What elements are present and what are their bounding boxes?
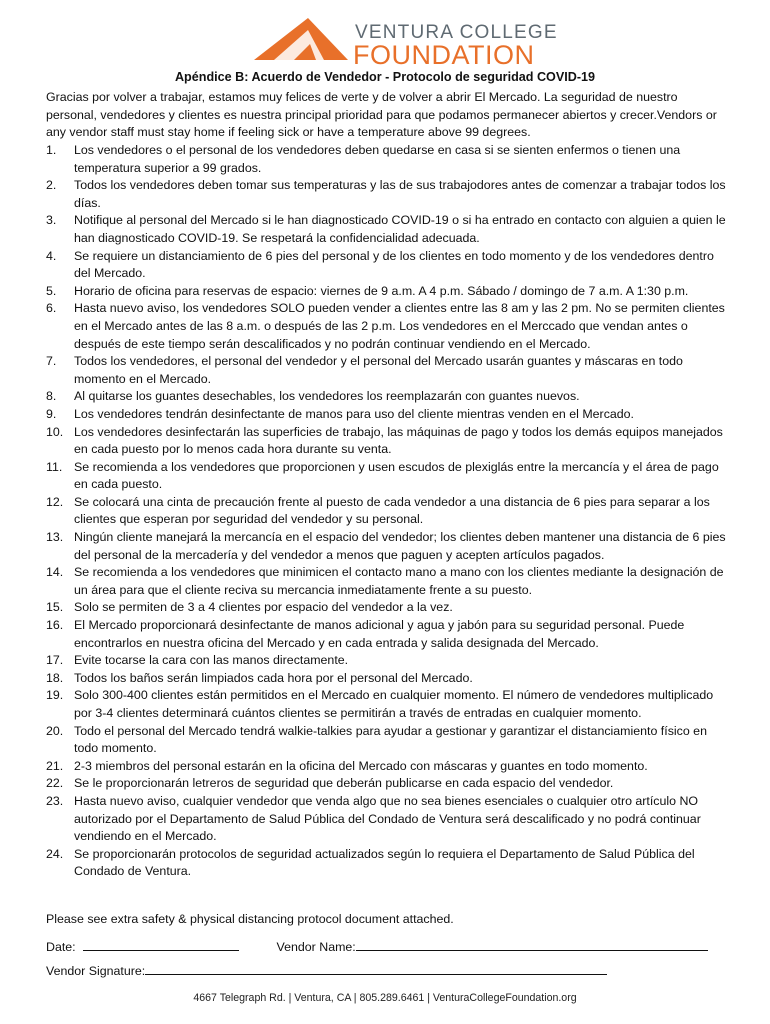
item-number: 16.: [46, 618, 64, 633]
item-text: Se recomienda a los vendedores que minimicen el contacto mano a mano con los clientes mediante la designación de un área para que el cliente reciva su mercancia inmediatamente frente a su puesto.: [74, 565, 724, 597]
vendor-name-label: Vendor Name:: [276, 940, 356, 954]
item-text: Los vendedores o el personal de los vendedores deben quedarse en casa si se sienten enfermos o tienen una temperatura superior a 99 grados.: [74, 143, 681, 175]
list-item: [46, 300, 726, 353]
item-text: Todo el personal del Mercado tendrá walkie-talkies para ayudar a gestionar y garantizar el distanciamiento físico en todo momento.: [74, 723, 707, 756]
item-text: Todos los baños serán limpiados cada hora por el personal del Mercado.: [74, 670, 473, 685]
item-number: 4.: [46, 248, 57, 263]
item-number: 5.: [46, 283, 57, 298]
document-title: Apéndice B: Acuerdo de Vendedor - Protocolo de seguridad COVID-19: [174, 70, 596, 84]
item-number: 23.: [46, 793, 64, 808]
list-item: [46, 424, 726, 459]
item-number: 7.: [46, 354, 57, 369]
item-text: Se requiere un distanciamiento de 6 pies del personal y de los clientes en todo momento y de los vendedores dentro del Mercado.: [74, 248, 714, 281]
foundation-logo: [250, 16, 558, 70]
item-text: Hasta nuevo aviso, los vendedores SOLO pueden vender a clientes entre las 8 am y las 2 pm. No se permiten clientes en el Mercado antes de las 8 a.m. o después de las 2 p.m. Los vendedores en el Merccado que vendan antes o después de este tiempo serán descalificados y no podrán continuar vendiendo en el Mercado.: [74, 301, 725, 351]
list-item: [46, 793, 726, 846]
item-text: El Mercado proporcionará desinfectante de manos adicional y agua y jabón para su seguridad personal. Puede encontrarlos en nuestra oficina del Mercado y en cada entrada y salida designada del Mercado.: [74, 618, 685, 650]
list-item: [46, 617, 726, 652]
item-number: 6.: [46, 301, 57, 316]
list-item: [46, 388, 726, 406]
list-item: [46, 775, 726, 793]
item-number: 18.: [46, 670, 64, 685]
list-item: [46, 459, 726, 494]
item-text: Todos los vendedores, el personal del vendedor y el personal del Mercado usarán guantes y máscaras en todo momento en el Mercado.: [74, 354, 683, 386]
date-label: Date:: [46, 940, 76, 954]
footer-contact: 4667 Telegraph Rd. | Ventura, CA | 805.289.6461 | VenturaCollegeFoundation.org: [193, 992, 577, 1004]
item-text: Todos los vendedores deben tomar sus temperaturas y las de sus trabajodores antes de comenzar a trabajar todos los días.: [74, 178, 726, 210]
vendor-signature-field[interactable]: [145, 962, 607, 975]
item-number: 24.: [46, 846, 64, 861]
list-item: [46, 406, 726, 424]
list-item: [46, 529, 726, 564]
list-item: [46, 494, 726, 529]
item-number: 2.: [46, 178, 57, 193]
item-number: 14.: [46, 565, 64, 580]
item-number: 3.: [46, 213, 57, 228]
item-number: 9.: [46, 406, 57, 421]
attachment-note: Please see extra safety & physical distancing protocol document attached.: [46, 912, 454, 926]
item-number: 20.: [46, 723, 64, 738]
list-item: [46, 212, 726, 247]
list-item: [46, 687, 726, 722]
item-text: Solo 300-400 clientes están permitidos en el Mercado en cualquier momento. El número de vendedores multiplicado por 3-4 clientes determinará cuántos clientes se permitirán a través de entradas en cualquier momento.: [74, 688, 714, 720]
date-vendor-row: [46, 938, 708, 954]
list-item: [46, 670, 726, 688]
item-number: 19.: [46, 688, 64, 703]
item-number: 11.: [46, 459, 63, 474]
list-item: [46, 758, 726, 776]
item-text: Los vendedores desinfectarán las superficies de trabajo, las máquinas de pago y todos los demás equipos manejados en cada puesto por lo menos cada hora durante su venta.: [74, 424, 723, 457]
list-item: [46, 353, 726, 388]
signature-row: [46, 962, 607, 978]
vendor-signature-label: Vendor Signature:: [46, 964, 146, 978]
item-text: Solo se permiten de 3 a 4 clientes por espacio del vendedor a la vez.: [74, 600, 453, 615]
item-text: Los vendedores tendrán desinfectante de manos para uso del cliente mientras venden en el Mercado.: [74, 406, 634, 421]
list-item: [46, 652, 726, 670]
logo-line1: VENTURA COLLEGE: [355, 22, 558, 43]
item-number: 1.: [46, 143, 57, 157]
item-text: Se colocará una cinta de precaución frente al puesto de cada vendedor a una distancia de 6 pies para separar a los clientes que esperan por seguridad del vendedor y su personal.: [74, 494, 710, 527]
item-number: 10.: [46, 424, 64, 439]
intro-paragraph: Gracias por volver a trabajar, estamos muy felices de verte y de volver a abrir El Mercado. La seguridad de nuestro personal, vendedores y clientes es nuestra principal prioridad para que podamos permanecer abiertos y crecer.Vendors or any vendor staff must stay home if feeling sick or have a temperature above 99 degrees.: [46, 90, 717, 140]
list-item: [46, 248, 726, 283]
list-item: [46, 846, 726, 881]
item-number: 15.: [46, 600, 64, 615]
list-item: [46, 599, 726, 617]
item-text: Se proporcionarán protocolos de seguridad actualizados según lo requiera el Departamento de Salud Pública del Condado de Ventura.: [74, 846, 695, 879]
list-item: [46, 142, 726, 177]
item-number: 12.: [46, 494, 64, 509]
item-text: Notifique al personal del Mercado si le han diagnosticado COVID-19 o si ha entrado en contacto con alguien a quien le han diagnosticado COVID-19. Se respetará la confidencialidad adecuada.: [74, 213, 726, 245]
vendor-name-field[interactable]: [356, 938, 708, 951]
item-text: Se le proporcionarán letreros de seguridad que deberán publicarse en cada espacio del vendedor.: [74, 776, 614, 791]
item-text: Hasta nuevo aviso, cualquier vendedor que venda algo que no sea bienes esenciales o cualquier otro artículo NO autorizado por el Departamento de Salud Pública del Condado de Ventura será descalificado y no podrá continuar vendiendo en el Mercado.: [74, 793, 701, 844]
logo-line2: FOUNDATION: [353, 40, 535, 70]
item-text: Se recomienda a los vendedores que proporcionen y usen escudos de plexiglás entre la mercancía y el área de pago en cada puesto.: [74, 459, 719, 492]
protocol-list: [46, 142, 726, 881]
list-item: [46, 564, 726, 599]
item-text: 2-3 miembros del personal estarán en la oficina del Mercado con máscaras y guantes en todo momento.: [74, 758, 648, 773]
item-number: 21.: [46, 758, 64, 773]
item-number: 8.: [46, 389, 57, 404]
item-text: Horario de oficina para reservas de espacio: viernes de 9 a.m. A 4 p.m. Sábado / domingo de 7 a.m. A 1:30 p.m.: [74, 283, 689, 298]
item-text: Al quitarse los guantes desechables, los vendedores los reemplazarán con guantes nuevos.: [74, 389, 580, 404]
item-text: Evite tocarse la cara con las manos directamente.: [74, 653, 349, 668]
item-number: 17.: [46, 653, 64, 668]
item-number: 13.: [46, 530, 64, 545]
date-field[interactable]: [83, 938, 239, 951]
item-number: 22.: [46, 776, 64, 791]
item-text: Ningún cliente manejará la mercancía en el espacio del vendedor; los clientes deben mantener una distancia de 6 pies del personal de la mercadería y del vendedor a menos que paguen y acepten artículos pagados.: [74, 530, 726, 562]
list-item: [46, 723, 726, 758]
list-item: [46, 283, 726, 301]
list-item: [46, 177, 726, 212]
logo-sail-icon: [250, 16, 350, 62]
